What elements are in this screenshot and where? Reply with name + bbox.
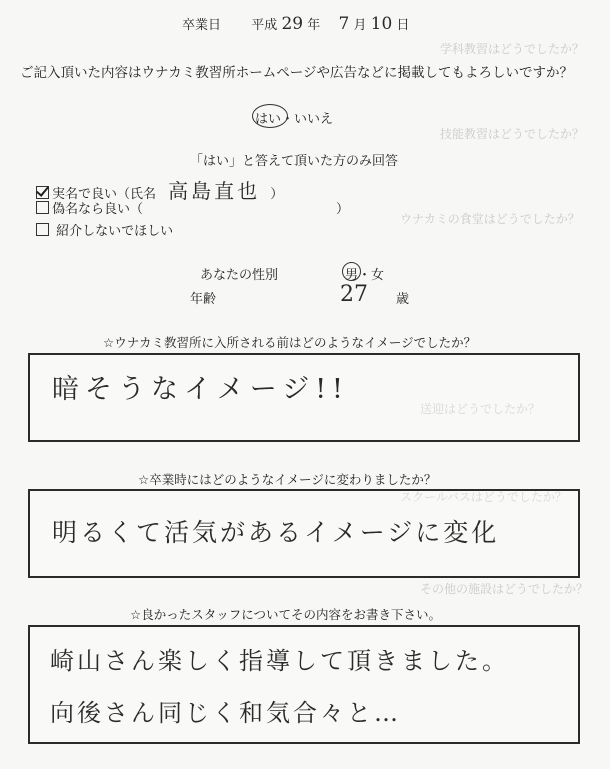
show-through-text: 学科教習はどうでしたか？ — [440, 42, 585, 56]
gender-selection-circle — [342, 262, 361, 281]
q1-answer-box[interactable] — [28, 353, 580, 442]
pseudonym-row — [36, 198, 143, 217]
age-unit: 歳 — [396, 292, 410, 307]
q3-answer-line-1: 崎山さん楽しく指導して頂きました。 — [50, 647, 509, 675]
consent-no-option[interactable]: いいえ — [294, 112, 334, 127]
era-label: 平成 — [251, 18, 278, 33]
year-unit: 年 — [307, 18, 321, 33]
grad-label: 卒業日 — [182, 18, 222, 33]
pseudonym-close: ） — [336, 202, 350, 217]
month-unit: 月 — [353, 18, 367, 33]
age-label: 年齢 — [190, 292, 217, 307]
no-intro-checkbox[interactable] — [36, 223, 49, 236]
day-value: 10 — [370, 14, 393, 34]
q3-answer-line-2: 向後さん同じく和気合々と… — [50, 699, 401, 727]
real-name-close: ） — [270, 187, 284, 202]
q3-question: ☆良かったスタッフについてその内容をお書き下さい。 — [130, 607, 441, 622]
q2-answer: 明るくて活気があるイメージに変化 — [52, 518, 500, 547]
q1-answer: 暗そうなイメージ!! — [52, 374, 349, 405]
show-through-text: 送迎はどうでしたか？ — [420, 402, 541, 416]
gender-female-option[interactable]: 女 — [371, 268, 385, 283]
year-value: 29 — [281, 14, 304, 34]
q2-question: ☆卒業時にはどのようなイメージに変わりましたか？ — [138, 472, 437, 487]
month-value: 7 — [338, 14, 350, 34]
consent-selection-circle — [252, 104, 288, 128]
consent-question: ご記入頂いた内容はウナカミ教習所ホームページや広告などに掲載してもよろしいですか？ — [20, 65, 573, 81]
no-intro-row — [36, 220, 173, 239]
real-name-label: 実名で良い（氏名 — [52, 187, 157, 202]
q2-answer-box[interactable] — [28, 489, 580, 578]
pseudonym-checkbox[interactable] — [36, 201, 49, 214]
show-through-text: その他の施設はどうでしたか？ — [420, 582, 589, 596]
day-unit: 日 — [396, 18, 410, 33]
consent-separator: ・ — [281, 112, 295, 127]
age-value: 27 — [340, 282, 368, 307]
no-intro-label: 紹介しないでほしい — [56, 224, 174, 239]
gender-male-option[interactable]: 男 — [345, 268, 359, 283]
graduation-date — [182, 14, 409, 34]
gender-label: あなたの性別 — [200, 268, 279, 283]
q3-answer-box[interactable] — [28, 625, 580, 744]
real-name-value: 高島直也 — [168, 179, 261, 203]
show-through-text: スクールバスはどうでしたか？ — [400, 490, 567, 504]
show-through-text: 技能教習はどうでしたか？ — [440, 127, 585, 141]
q1-question: ☆ウナカミ教習所に入所される前はどのようなイメージでしたか？ — [103, 335, 477, 350]
gender-separator: ・ — [358, 268, 372, 283]
consent-yes-option[interactable]: はい — [255, 112, 282, 127]
pseudonym-label: 偽名なら良い（ — [52, 202, 144, 217]
show-through-text: ウナカミの食堂はどうでしたか？ — [400, 212, 580, 226]
naming-heading: 「はい」と答えて頂いた方のみ回答 — [190, 154, 399, 169]
